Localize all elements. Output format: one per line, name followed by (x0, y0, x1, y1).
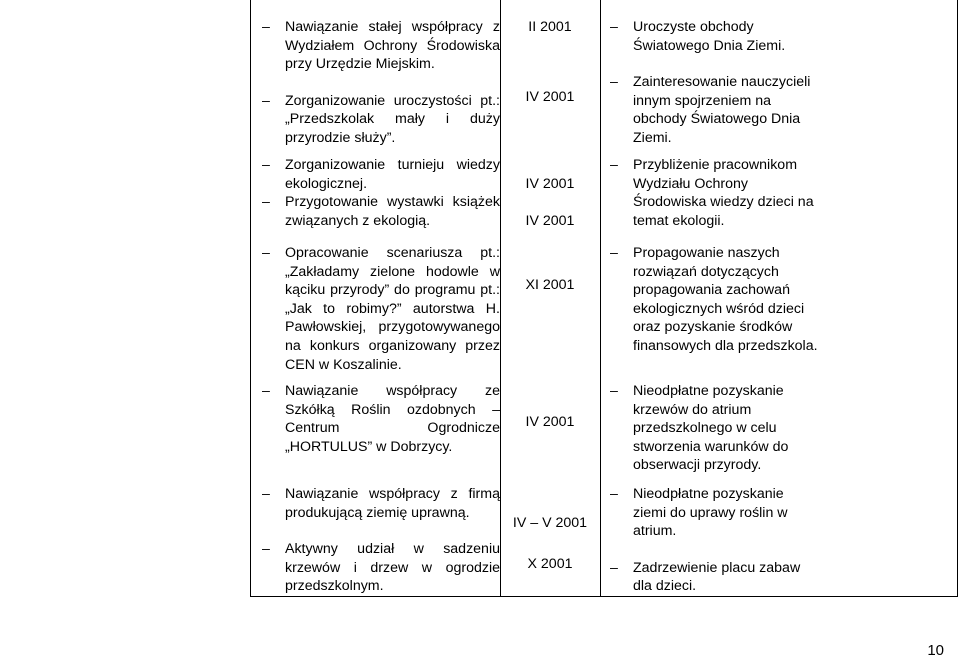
table-bottom-border (250, 596, 958, 597)
dates-cell (500, 413, 600, 432)
effect-item: – Zainteresowanie nauczycieli innym spojrzeniem na obchody Światowego Dnia Ziemi. (600, 73, 818, 147)
effects-cell (600, 244, 818, 356)
date-item: IV 2001 (525, 212, 575, 229)
activity-item: – Opracowanie scenariusza pt.: „Zakładamy zielone hodowle w kąciku przyrody” do programu pt.: „Jak to robimy?” autorstwa H. Pawłowskiej, przygotowywanego na konkurs organizowany przez CEN w Koszalinie. (252, 244, 500, 374)
activities-cell (252, 18, 500, 148)
effect-item: – Przybliżenie pracownikom Wydziału Ochrony Środowiska wiedzy dzieci na temat ekologii. (600, 156, 818, 230)
dates-cell (500, 276, 600, 295)
dates-cell (500, 175, 600, 230)
effect-item: – Nieodpłatne pozyskanie krzewów do atrium przedszkolnego w celu stworzenia warunków do obserwacji przyrody. (600, 382, 818, 475)
table-border-right (957, 0, 958, 596)
activities-cell (252, 156, 500, 230)
activity-item: – Przygotowanie wystawki książek związanych z ekologią. (252, 193, 500, 230)
effects-cell (600, 382, 818, 475)
date-item: IV 2001 (525, 176, 575, 192)
date-item: IV – V 2001 (512, 515, 588, 531)
effect-item: – Uroczyste obchody Światowego Dnia Ziemi. (600, 18, 818, 55)
effect-item: – Nieodpłatne pozyskanie ziemi do uprawy roślin w atrium. (600, 485, 818, 541)
activity-item: – Nawiązanie współpracy z firmą produkującą ziemię uprawną. (252, 485, 500, 522)
effects-cell (600, 18, 818, 148)
activity-item: – Zorganizowanie turnieju wiedzy ekologicznej. (252, 156, 500, 193)
activity-item: – Aktywny udział w sadzeniu krzewów i drzew w ogrodzie przedszkolnym. (252, 540, 500, 596)
effects-cell (600, 485, 818, 596)
effects-cell (600, 156, 818, 230)
date-item: IV 2001 (525, 88, 575, 105)
activity-item: – Zorganizowanie uroczystości pt.: „Przedszkolak mały i duży przyrodzie służy”. (252, 92, 500, 148)
dates-cell (500, 514, 600, 573)
date-item: II 2001 (528, 19, 572, 35)
activity-item: – Nawiązanie współpracy ze Szkółką Roślin ozdobnych – Centrum Ogrodnicze „HORTULUS” w Dobrzycy. (252, 382, 500, 456)
page-number: 10 (927, 642, 944, 659)
activities-cell (252, 382, 500, 456)
date-item: XI 2001 (525, 277, 575, 293)
date-item: IV 2001 (525, 414, 575, 430)
effect-item: – Zadrzewienie placu zabaw dla dzieci. (600, 559, 818, 596)
activity-item: – Nawiązanie stałej współpracy z Wydziałem Ochrony Środowiska przy Urzędzie Miejskim. (252, 18, 500, 74)
date-item: X 2001 (527, 555, 573, 572)
dates-cell (500, 18, 600, 106)
table-border-left (250, 0, 251, 596)
activities-cell (252, 485, 500, 596)
activities-cell (252, 244, 500, 374)
effect-item: – Propagowanie naszych rozwiązań dotyczących propagowania zachowań ekologicznych wśród dzieci oraz pozyskanie środków finansowych dla przedszkola. (600, 244, 818, 356)
